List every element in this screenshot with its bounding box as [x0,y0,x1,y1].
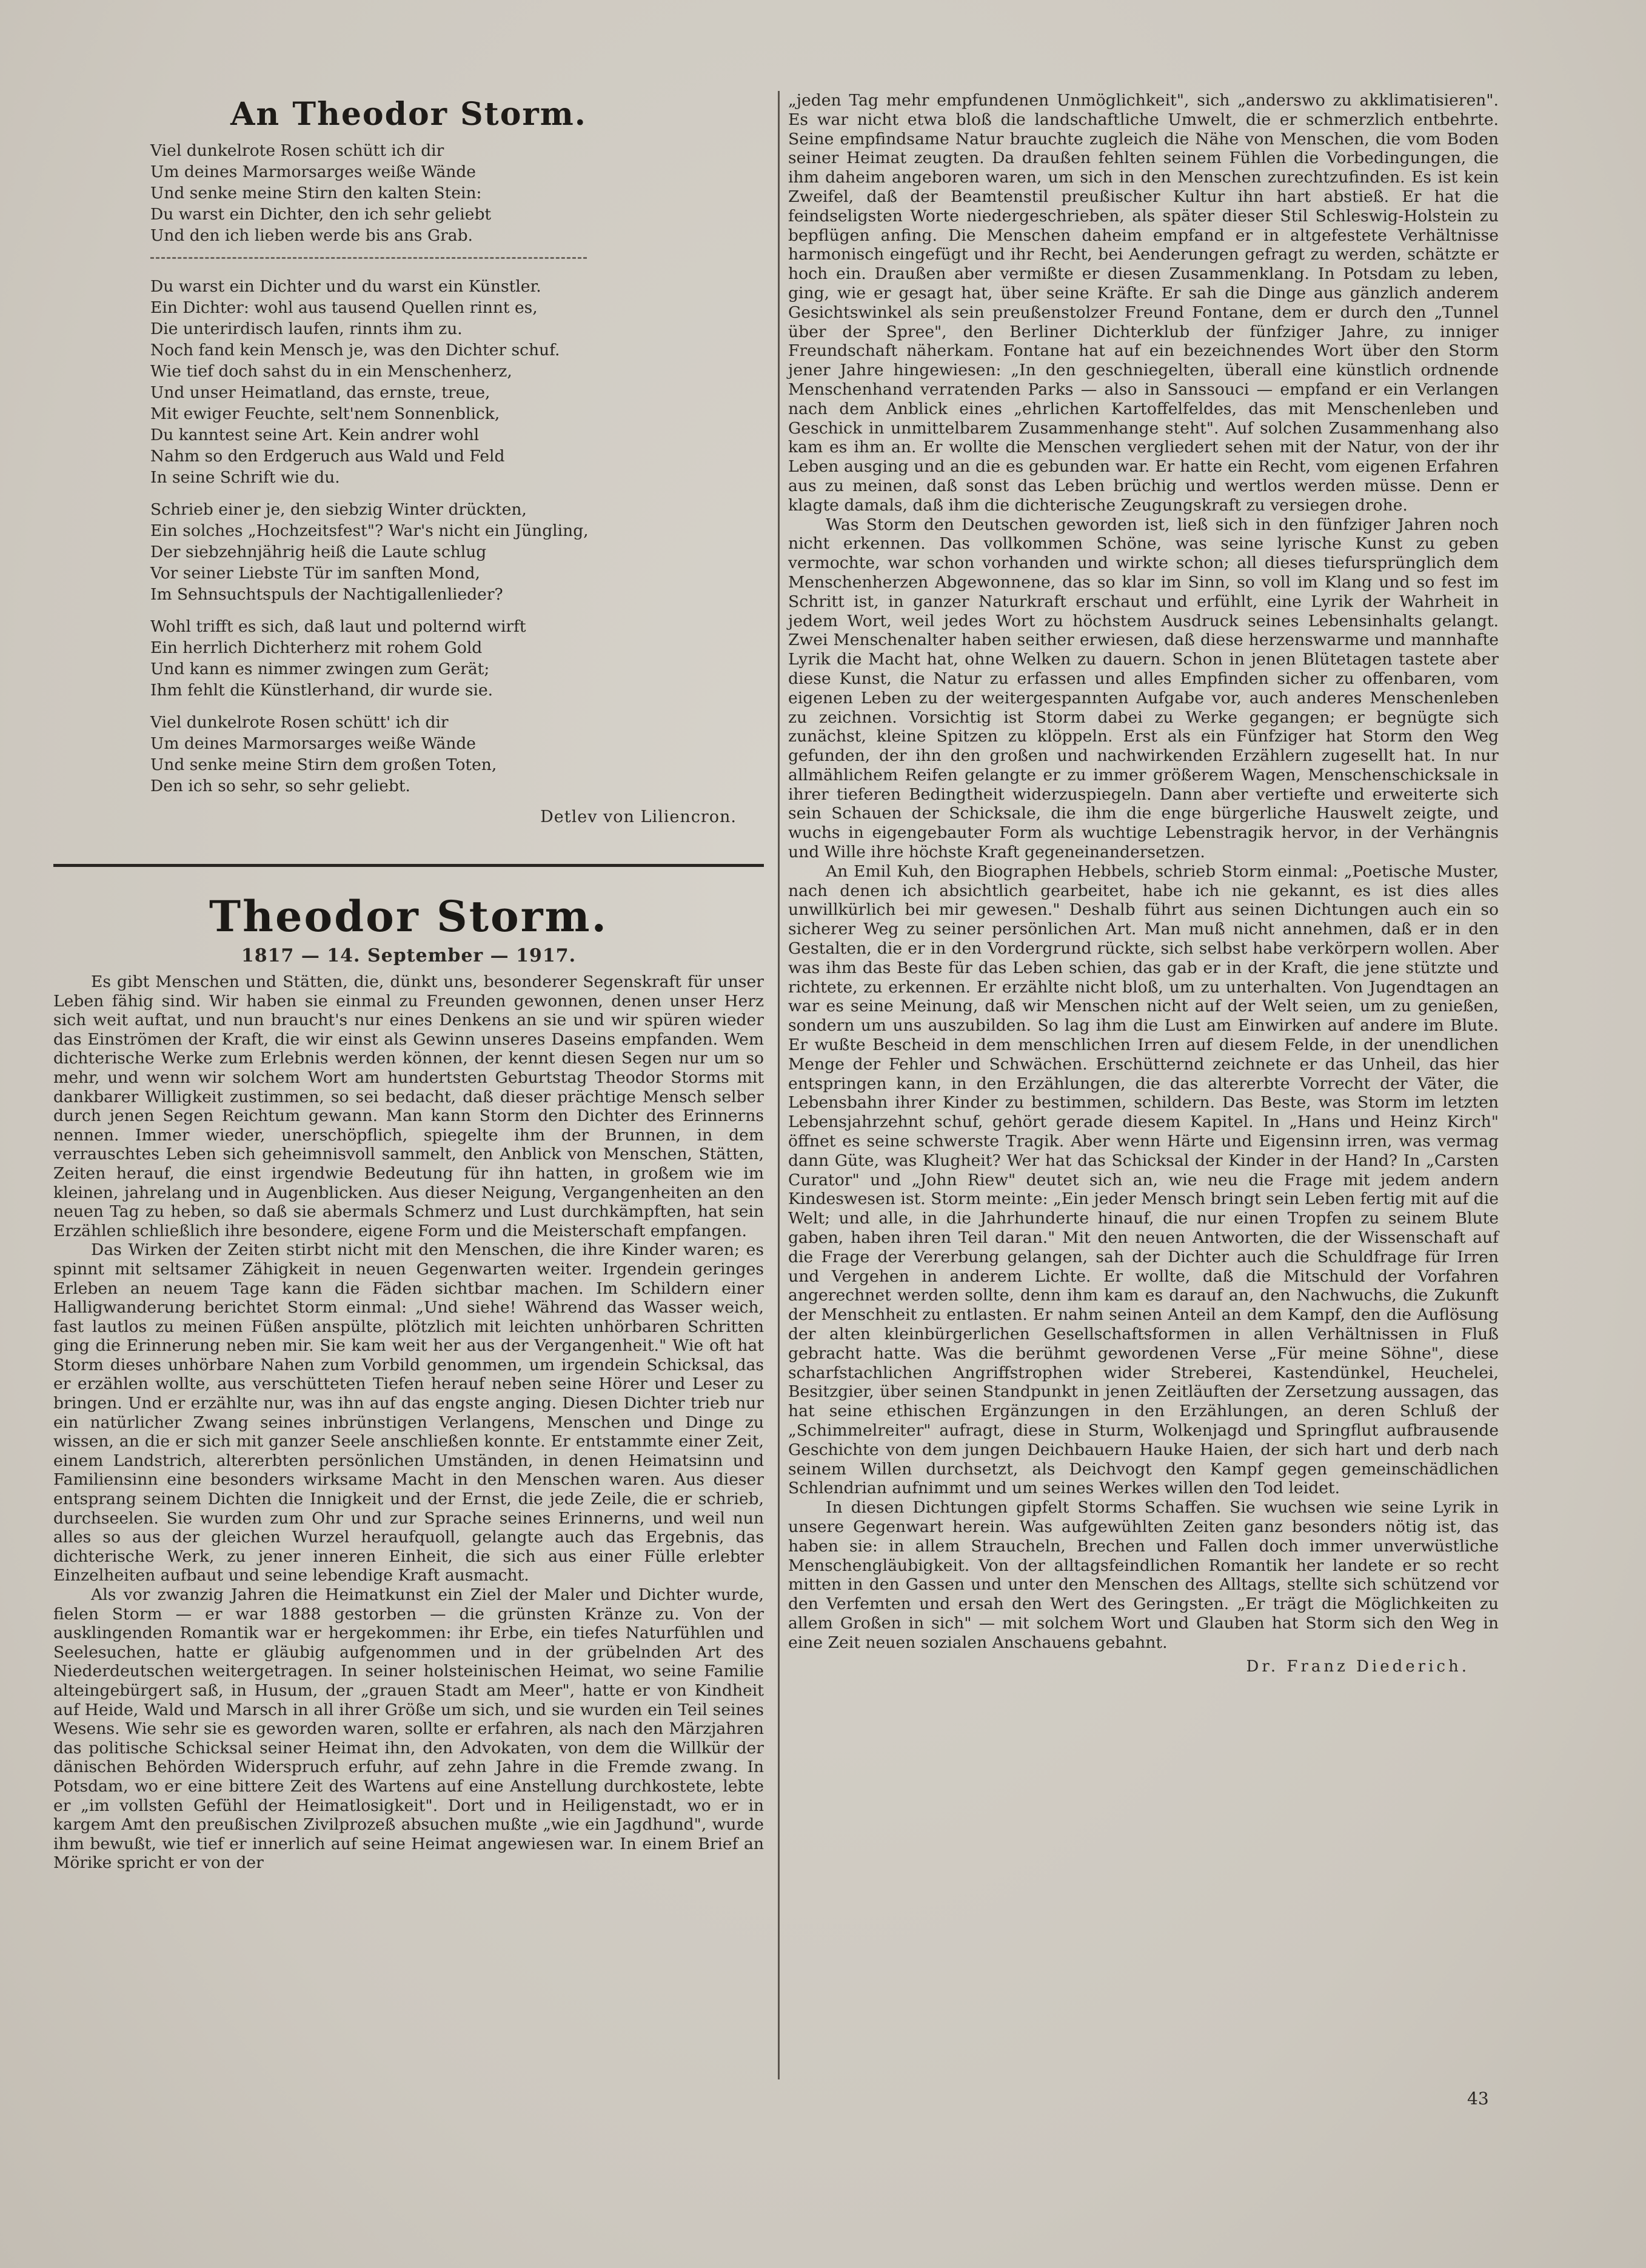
poem-line: Um deines Marmorsarges weiße Wände [150,162,476,181]
poem-author: Detlev von Liliencron. [540,808,737,826]
poem-line: Viel dunkelrote Rosen schütt' ich dir [150,713,449,732]
poem-title: An Theodor Storm. [230,96,587,133]
poem-line: Der siebzehnjährig heiß die Laute schlug [150,543,487,561]
poem-line: Nahm so den Erdgeruch aus Wald und Feld [150,447,505,466]
poem-line: Mit ewiger Feuchte, selt'nem Sonnenblick, [150,404,500,423]
poem-line: Viel dunkelrote Rosen schütt ich dir [150,141,444,160]
poem-line: Wohl trifft es sich, daß laut und polternd wirft [150,617,526,636]
article-paragraph: Was Storm den Deutschen geworden ist, ließ sich in den fünfziger Jahren noch nicht erkennen. Das vollkommen Schöne, was seine lyrische Kunst zu geben vermochte, war schon vorhanden und wirkte schon; all dieses tiefursprünglich dem Menschenherzen Abgewonnene, das so klar im Sinn, so voll im Klang und so fest im Schritt ist, in ganzer Naturkraft erschaut und erfühlt, eine Lyrik der Wahrheit in jedem Wort, weil jedes Wort zu höchstem Ausdruck seines Lebensinhalts gelangt. Zwei Menschenalter haben seither erwiesen, daß diese herzenswarme und mannhafte Lyrik die Macht hat, ohne Welken zu dauern. Schon in jenen Blütetagen tastete aber diese Kunst, die Natur zu erfassen und alles Empfinden sicher zu offenbaren, vom eigenen Leben zu der weitergespannten Aufgabe vor, auch anderes Menschenleben zu zeichnen. Vorsichtig ist Storm dabei zu Werke gegangen; er begnügte sich zunächst, kleine Spitzen zu klöppeln. Erst als ein Fünfziger hat Storm den Weg gefunden, der ihn den großen und nachwirkenden Erzählern zugesellt hat. In nur allmählichem Reifen gelangte er zu immer größerem Wagen, Menschenschicksale in ihrer tieferen Bedingtheit widerzuspiegeln. Dann aber vertiefte und erweiterte sich sein Schauen der Schicksale, die ihm die enge bürgerliche Hauswelt zeigte, und wuchs in eigengebauter Form als wuchtige Lebenstragik hervor, in der Verhängnis und Wille ihre höchste Kraft gegeneinandersetzen. [788,515,1499,862]
poem-line: Und den ich lieben werde bis ans Grab. [150,226,473,245]
poem-line: Und senke meine Stirn den kalten Stein: [150,184,482,202]
article-paragraph: „jeden Tag mehr empfundenen Unmöglichkeit", sich „anderswo zu akklimatisieren". Es war nicht etwa bloß die landschaftliche Umwelt, die er schmerzlich entbehrte. Seine empfindsame Natur brauchte zugleich die Nähe von Menschen, die vom Boden seiner Heimat zeugten. Da draußen fehlten seinem Fühlen die Vorbedingungen, die ihm daheim angeboren waren, um sich in den Menschen zurechtzufinden. Es ist kein Zweifel, daß der Beamtenstil preußischer Kultur ihn hart abstieß. Er hat die feindseligsten Worte niedergeschrieben, als später dieser Stil Schleswig-Holstein zu bepflügen anfing. Die Menschen daheim empfand er in altgefestete Verhältnisse harmonisch eingefügt und ihr Recht, bei Aenderungen gefragt zu werden, schätzte er hoch ein. Draußen aber vermißte er diesen Zusammenklang. In Potsdam zu leben, ging, wie er gesagt hat, über seine Kräfte. Er sah die Dinge aus gänzlich anderem Gesichtswinkel als sein preußenstolzer Freund Fontane, dem er durch den „Tunnel über der Spree", den Berliner Dichterklub der fünfziger Jahre, zu inniger Freundschaft näherkam. Fontane hat auf ein bezeichnendes Wort über den Storm jener Jahre hingewiesen: „In den geschniegelten, überall eine künstlich ordnende Menschenhand verratenden Parks — also in Sanssouci — empfand er ein Verlangen nach dem Anblick eines „ehrlichen Kartoffelfeldes, das mit Menschenleben und Geschick in unmittelbarem Zusammenhange steht". Auf solchen Zusammenhang also kam es ihm an. Er wollte die Menschen vergliedert sehen mit der Natur, von der ihr Leben ausging und an die es gebunden war. Er hatte ein Recht, vom eigenen Erfahren aus zu meinen, daß sonst das Leben brüchig und wertlos werden müsse. Denn er klagte damals, daß ihm die dichterische Zeugungskraft zu versiegen drohe. [788,91,1499,515]
left-column [53,91,764,1873]
poem-line: Ein herrlich Dichterherz mit rohem Gold [150,638,483,657]
poem-line: Im Sehnsuchtspuls der Nachtigallenlieder? [150,585,503,604]
article-paragraph: An Emil Kuh, den Biographen Hebbels, schrieb Storm einmal: „Poetische Muster, nach denen ich absichtlich gearbeitet, habe ich nie gekannt, es ist dies alles unwillkürlich bei mir gewesen." Deshalb führt aus seinen Dichtungen auch ein so sicherer Weg zu seiner persönlichen Art. Man muß nicht annehmen, daß er in den Gestalten, die er in den Vordergrund rückte, sich selbst habe verkörpern wollen. Aber was ihm das Beste für das Leben schien, das gab er in der Kraft, die jene stützte und richtete, zu erkennen. Er erzählte nicht bloß, um zu unterhalten. Von Jugendtagen an war es seine Meinung, daß wir Menschen nicht auf der Welt seien, um zu genießen, sondern um uns auszubilden. So lag ihm die Lust am Einwirken auf andere im Blute. Er wußte Bescheid in dem menschlichen Irren auf diesem Felde, in der unendlichen Menge der Fehler und Schwächen. Erschütternd zeichnete er das Unheil, das hier entspringen kann, in den Erzählungen, die das altererbte Vorrecht der Väter, die Lebensbahn ihrer Kinder zu bestimmen, schildern. Das Beste, was Storm im letzten Lebensjahrzehnt schuf, gehört gerade diesem Kapitel. In „Hans und Heinz Kirch" öffnet es seine schwerste Tragik. Aber wenn Härte und Eigensinn irren, was vermag dann Güte, was Klugheit? Wer hat das Schicksal der Kinder in der Hand? In „Carsten Curator" und „John Riew" deutet sich an, wie neu die Frage mit jedem andern Kindeswesen ist. Storm meinte: „Ein jeder Mensch bringt sein Leben fertig mit auf die Welt; und alle, in die Jahrhunderte hinauf, die nur einen Tropfen zu seinem Blute gaben, haben ihren Teil daran." Mit den neuen Antworten, die der Wissenschaft auf die Frage der Vererbung gelangen, sah der Dichter auch die Schuldfrage für Irren und Vergehen in anderem Lichte. Er wollte, daß die Mitschuld der Vorfahren angerechnet werden sollte, denn ihm kam es darauf an, den Nachwuchs, die Zukunft der Menschheit zu entlasten. Er nahm seinen Anteil an dem Kampf, den die Auflösung der alten kleinbürgerlichen Gesellschaftsformen in allen Verhältnissen in Fluß gebracht hatte. Was die berühmt gewordenen Verse „Für meine Söhne", diese scharfstachlichen Angriffstrophen wider Streberei, Kastendünkel, Heuchelei, Besitzgier, über seinen Standpunkt in jenen Zeitläuften der Zersetzung aussagen, das hat seine ethischen Ergänzungen in den Erzählungen, an deren Schluß der „Schimmelreiter" aufragt, diese in Sturm, Wolkenjagd und Springflut aufbrausende Geschichte von dem jungen Deichbauern Hauke Haien, der sich hart und derb nach seinem Willen durchsetzt, als Deichvogt den Kampf gegen gemeinschädlichen Schlendrian aufnimmt und um seines Werkes willen den Tod leidet. [788,861,1499,1498]
poem-divider [150,257,587,259]
poem-stanza [150,140,764,246]
poem-line: Und unser Heimatland, das ernste, treue, [150,383,490,402]
right-column [788,91,1499,1676]
section-rule [53,864,764,867]
poem-line: Schrieb einer je, den siebzig Winter drückten, [150,500,527,519]
poem-line: In seine Schrift wie du. [150,468,340,487]
article-paragraph: Als vor zwanzig Jahren die Heimatkunst ein Ziel der Maler und Dichter wurde, fielen Storm — er war 1888 gestorben — die grünsten Kränze zu. Von der ausklingenden Romantik war er hergekommen: ihr Erbe, ein tiefes Naturfühlen und Seelesuchen, hatte er gläubig aufgenommen und in der grübelnden Art des Niederdeutschen weitergetragen. In seiner holsteinischen Heimat, wo seine Familie alteingebürgert saß, in Husum, der „grauen Stadt am Meer", hatte er von Kindheit auf Heide, Wald und Marsch in all ihrer Größe um sich, und sie wurden ein Teil seines Wesens. Wie sehr sie es geworden waren, sollte er erfahren, als nach den Märzjahren das politische Schicksal seiner Heimat ihn, den Advokaten, von dem die Willkür der dänischen Behörden Widerspruch erfuhr, auf zehn Jahre in die Fremde zwang. In Potsdam, wo er eine bittere Zeit des Wartens auf eine Anstellung durchkostete, lebte er „im vollsten Gefühl der Heimatlosigkeit". Dort und in Heiligenstadt, wo er in kargem Amt den preußischen Zivilprozeß absuchen mußte „wie ein Jagdhund", wurde ihm bewußt, wie tief er innerlich auf seine Heimat angewiesen war. In einem Brief an Mörike spricht er von der [53,1585,764,1873]
article-signature: Dr. Franz Diederich. [1246,1657,1470,1676]
poem-stanza [150,276,764,488]
poem-line: Die unterirdisch laufen, rinnts ihm zu. [150,319,463,338]
poem-stanza [150,712,764,797]
poem-line: Du warst ein Dichter, den ich sehr geliebt [150,205,492,224]
poem-line: Den ich so sehr, so sehr geliebt. [150,777,410,795]
poem-line: Ein solches „Hochzeitsfest"? War's nicht ein Jüngling, [150,521,589,540]
article-paragraph: Es gibt Menschen und Stätten, die, dünkt uns, besonderer Segenskraft für unser Leben fähig sind. Wir haben sie einmal zu Freunden gewonnen, denen unser Herz sich weit auftat, und nun braucht's nur eines Denkens an sie und wir spüren wieder das Einströmen der Kraft, die wir einst als Gewinn unseres Daseins empfanden. Wem dichterische Werke zum Erlebnis werden können, der kennt diesen Segen nur um so mehr, und wenn wir solchem Wort am hundertsten Geburtstag Theodor Storms mit dankbarer Willigkeit zustimmen, so sei bedacht, daß dieser prächtige Mensch selber durch jenen Segen Reichtum gewann. Man kann Storm den Dichter des Erinnerns nennen. Immer wieder, unerschöpflich, spiegelte ihm der Brunnen, in dem verrauschtes Leben sich geheimnisvoll sammelt, den Anblick von Menschen, Stätten, Zeiten herauf, die einst irgendwie Bedeutung für ihn hatten, in großem wie im kleinen, jahrelang und in Augenblicken. Aus dieser Neigung, Vergangenheiten an den neuen Tag zu heben, so daß sie abermals Schmerz und Lust durchkämpften, hat sein Erzählen schließlich ihre besondere, eigene Form und die Meisterschaft empfangen. [53,972,764,1240]
poem [150,140,764,246]
page-number: 43 [1467,2089,1489,2109]
poem-line: Vor seiner Liebste Tür im sanften Mond, [150,564,480,583]
poem-line: Wie tief doch sahst du in ein Menschenherz, [150,362,512,381]
poem-line: Und kann es nimmer zwingen zum Gerät; [150,660,490,678]
poem-continued [150,276,764,797]
poem-line: Du kanntest seine Art. Kein andrer wohl [150,426,480,444]
poem-line: Ihm fehlt die Künstlerhand, dir wurde sie. [150,681,493,700]
article-paragraph: Das Wirken der Zeiten stirbt nicht mit den Menschen, die ihre Kinder waren; es spinnt mit seltsamer Zähigkeit in neuen Gegenwarten weiter. Irgendein geringes Erleben an neuem Tage kann die Fäden sichtbar machen. Im Schildern einer Halligwanderung berichtet Storm einmal: „Und siehe! Während das Wasser weich, fast lautlos zu meinen Füßen anspülte, plötzlich mit leichten unhörbaren Schritten ging die Erinnerung neben mir. Sie kam weit her aus der Vergangenheit." Wie oft hat Storm dieses unhörbare Nahen zum Vorbild genommen, um irgendein Schicksal, das er erzählen wollte, aus verschütteten Tiefen herauf neben seine Hörer und Leser zu bringen. Und er erzählte nur, was ihn auf das engste anging. Diesen Dichter trieb nur ein natürlicher Zwang seines inbrünstigen Verlangens, Menschen und Dinge zu wissen, an die er sich mit ganzer Seele anschließen konnte. Er entstammte einer Zeit, einem Landstrich, altererbten persönlichen Umständen, in denen Heimatsinn und Familiensinn eine besonders wirksame Macht in den Menschen waren. Aus dieser entsprang seinem Dichten die Innigkeit und der Ernst, die jede Zeile, die er schrieb, durchseelen. Sie wurden zum Ohr und zur Sprache seines Erinnerns, und weil nun alles so aus der gleichen Wurzel heraufquoll, gelangte auch das Ergebnis, das dichterische Werk, zu jener inneren Einheit, die sich aus einer Fülle erlebter Einzelheiten aufbaut und seine lebendige Kraft ausmacht. [53,1240,764,1585]
article-dates: 1817 — 14. September — 1917. [241,945,577,966]
poem-line: Ein Dichter: wohl aus tausend Quellen rinnt es, [150,298,538,317]
poem-line: Und senke meine Stirn dem großen Toten, [150,755,497,774]
article-paragraph: In diesen Dichtungen gipfelt Storms Schaffen. Sie wuchsen wie seine Lyrik in unsere Gegenwart herein. Was aufgewühlten Zeiten ganz besonders nötig ist, das haben sie: in allem Straucheln, Brechen und Fallen doch immer unverwüstliche Menschengläubigkeit. Von der alltagsfeindlichen Romantik her landete er so recht mitten in den Gassen und unter den Menschen des Alltags, stellte sich schützend vor den Verfemten und ersah den Wert des Geringsten. „Er trägt die Möglichkeiten zu allem Großen in sich" — mit solchem Wort und Glauben hat Storm sich den Weg in eine Zeit neuen sozialen Anschauens gebahnt. [788,1498,1499,1652]
article-title: Theodor Storm. [209,891,608,942]
poem-line: Noch fand kein Mensch je, was den Dichter schuf. [150,341,560,360]
poem-stanza [150,616,764,701]
poem-stanza [150,499,764,605]
poem-line: Um deines Marmorsarges weiße Wände [150,734,476,753]
column-divider [778,91,780,2079]
poem-line: Du warst ein Dichter und du warst ein Künstler. [150,277,541,296]
